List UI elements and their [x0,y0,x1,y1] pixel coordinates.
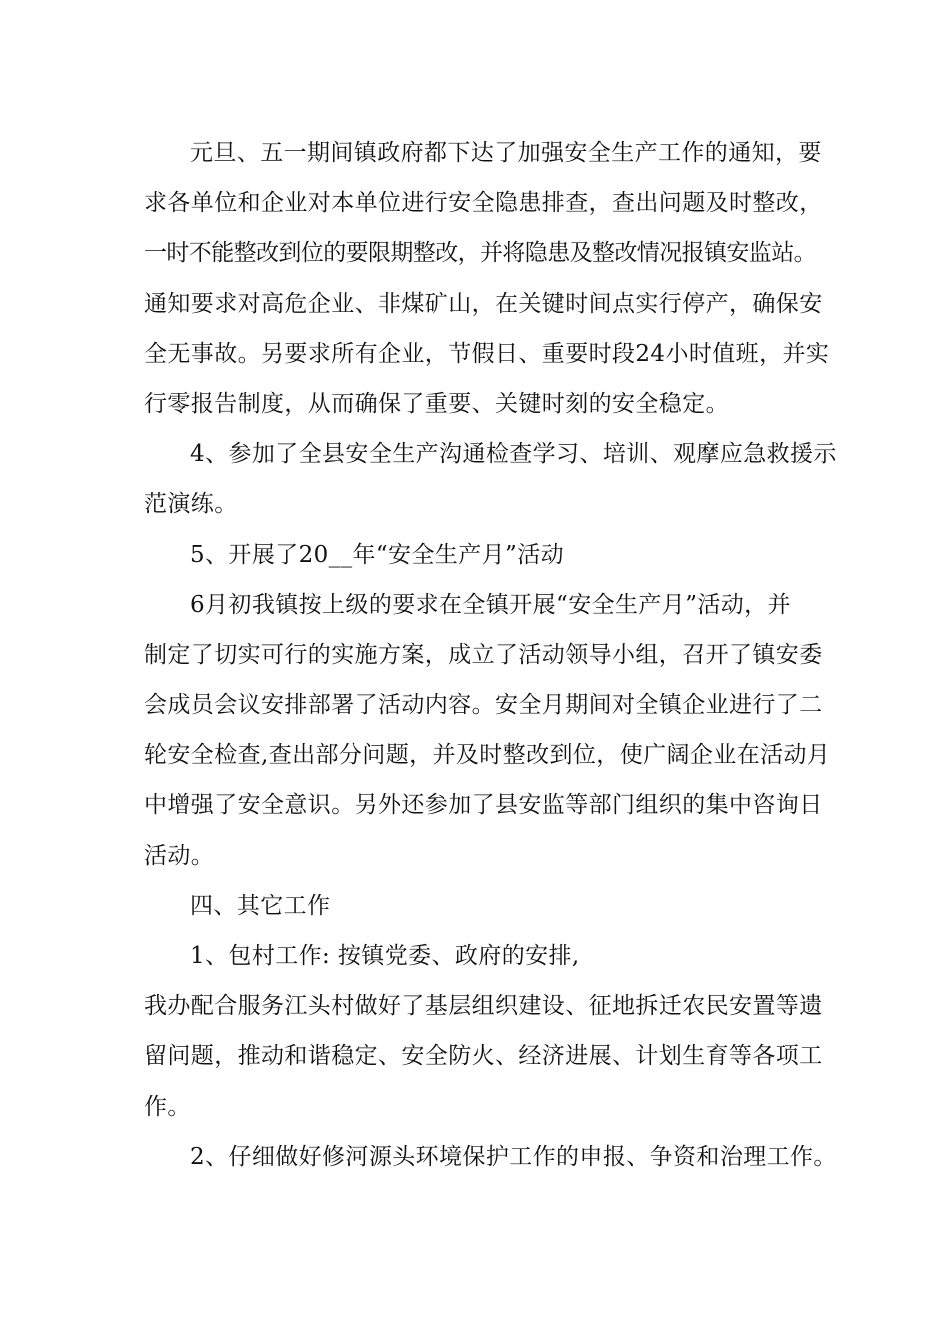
paragraph-line-13: 轮安全检查,查出部分问题，并及时整改到位，使广阔企业在活动月 [144,742,831,769]
section-heading-safety-month: 5、开展了20__年“安全生产月”活动 [190,541,565,568]
document-body [144,128,837,1182]
paragraph-line-8: 范演练。 [144,491,238,518]
paragraph-line-12: 会成员会议安排部署了活动内容。安全月期间对全镇企业进行了二 [144,692,823,719]
paragraph-line-21: 2、仔细做好修河源头环境保护工作的申报、争资和治理工作。 [190,1143,837,1170]
paragraph-line-6: 行零报告制度，从而确保了重要、关键时刻的安全稳定。 [144,390,729,417]
paragraph-line-2: 求各单位和企业对本单位进行安全隐患排查，查出问题及时整改， [144,190,823,217]
paragraph-line-20: 作。 [144,1093,191,1120]
paragraph-line-15: 活动。 [144,842,215,869]
paragraph-line-5: 全无事故。另要求所有企业，节假日、重要时段24小时值班，并实 [144,340,830,367]
section-heading-other-work: 四、其它工作 [190,892,331,919]
paragraph-line-7: 4、参加了全县安全生产沟通检查学习、培训、观摩应急救援示 [190,441,837,468]
paragraph-line-3: 一时不能整改到位的要限期整改，并将隐患及整改情况报镇安监站。 [144,240,817,267]
paragraph-line-19: 留问题，推动和谐稳定、安全防火、经济进展、计划生育等各项工 [144,1043,823,1070]
paragraph-line-11: 制定了切实可行的实施方案，成立了活动领导小组，召开了镇安委 [144,641,823,668]
paragraph-line-1: 元旦、五一期间镇政府都下达了加强安全生产工作的通知，要 [190,140,822,166]
paragraph-line-18: 我办配合服务江头村做好了基层组织建设、征地拆迁农民安置等遗 [144,993,823,1020]
paragraph-line-4: 通知要求对高危企业、非煤矿山，在关键时间点实行停产，确保安 [144,290,823,317]
paragraph-line-17: 1、包村工作: 按镇党委、政府的安排, [190,943,580,969]
paragraph-line-10: 6月初我镇按上级的要求在全镇开展“安全生产月”活动，并 [190,591,791,618]
paragraph-line-14: 中增强了安全意识。另外还参加了县安监等部门组织的集中咨询日 [144,792,823,819]
